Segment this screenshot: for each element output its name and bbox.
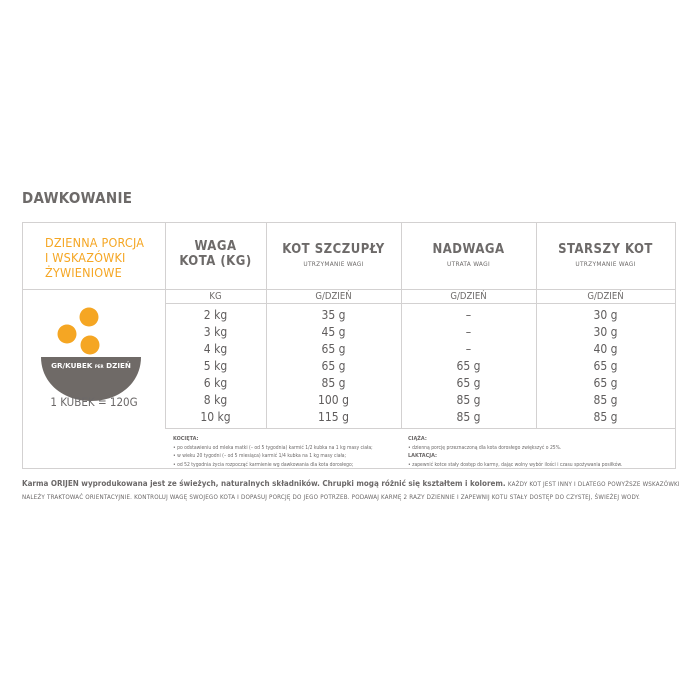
intro-title: DZIENNA PORCJA I WSKAZÓWKI ŻYWIENIOWE <box>45 235 145 280</box>
cell-overweight: – <box>465 325 472 339</box>
column-header-senior: STARSZY KOT <box>558 242 653 257</box>
cell-overweight: – <box>465 342 472 356</box>
column-header-weight: WAGA KOTA (KG) <box>179 239 252 269</box>
cell-senior: 30 g <box>593 325 618 339</box>
cell-senior: 65 g <box>593 359 618 373</box>
page-heading: DAWKOWANIE <box>22 189 133 207</box>
cell-overweight: 85 g <box>456 393 481 407</box>
column-subheader-slim: UTRZYMANIE WAGI <box>303 260 364 268</box>
cell-slim: 100 g <box>318 393 349 407</box>
cell-weight: 6 kg <box>203 376 228 390</box>
cell-weight: 4 kg <box>203 342 228 356</box>
cell-weight: 5 kg <box>203 359 228 373</box>
cell-senior: 65 g <box>593 376 618 390</box>
cell-weight: 8 kg <box>203 393 228 407</box>
bowl-icon <box>37 303 147 403</box>
notes-pregnancy: CIĄŻA: • dzienną porcję przeznaczoną dla kota dorosłego zwiększyć o 25%. LAKTACJA: • zapewnić kotce stały dostęp do karmy, dając wolny wybór ilości i czasu spożywania posiłków. <box>408 436 623 468</box>
bowl-illustration <box>37 303 147 403</box>
cell-overweight: 85 g <box>456 410 481 424</box>
column-subheader-overweight: UTRATA WAGI <box>447 260 490 268</box>
cell-senior: 30 g <box>593 308 618 322</box>
unit-slim: G/DZIEŃ <box>315 291 352 302</box>
cell-senior: 85 g <box>593 410 618 424</box>
unit-weight: KG <box>209 291 222 302</box>
footer-lead: Karma ORIJEN wyprodukowana jest ze świeżych, naturalnych składników. Chrupki mogą różnić się kształtem i kolorem. <box>22 479 506 488</box>
cell-slim: 45 g <box>321 325 346 339</box>
cell-weight: 2 kg <box>203 308 228 322</box>
cell-overweight: 65 g <box>456 359 481 373</box>
footer-text <box>22 478 682 503</box>
notes-kittens: KOCIĘTA: • po odstawieniu od mleka matki (– od 5 tygodnia) karmić 1/2 kubka na 1 kg masy ciała; • w wieku 20 tygodni (– od 5 miesiąca) karmić 1/4 kubka na 1 kg masy ciała; • od 52 tygodnia życia rozpocząć karmienie wg dawkowania dla kota dorosłego; <box>173 436 373 468</box>
cell-senior: 85 g <box>593 393 618 407</box>
cell-slim: 115 g <box>318 410 349 424</box>
cell-weight: 10 kg <box>200 410 231 424</box>
column-subheader-senior: UTRZYMANIE WAGI <box>575 260 636 268</box>
cell-weight: 3 kg <box>203 325 228 339</box>
cell-senior: 40 g <box>593 342 618 356</box>
cell-overweight: – <box>465 308 472 322</box>
column-header-overweight: NADWAGA <box>432 242 505 257</box>
unit-overweight: G/DZIEŃ <box>450 291 487 302</box>
cell-slim: 85 g <box>321 376 346 390</box>
dosage-table <box>22 222 676 469</box>
cell-slim: 35 g <box>321 308 346 322</box>
unit-senior: G/DZIEŃ <box>587 291 624 302</box>
cell-slim: 65 g <box>321 359 346 373</box>
cup-conversion: 1 KUBEK = 120G <box>50 395 138 409</box>
footer-caps: KAŻDY KOT JEST INNY I DLATEGO POWYŻSZE WSKAZÓWKI NALEŻY TRAKTOWAĆ ORIENTACYJNIE. KONTROLUJ WAGĘ SWOJEGO KOTA I DOPASUJ PORCJĘ DO JEGO POTRZEB. PODAWAJ KARMĘ 2 RAZY DZIENNIE I ZAPEWNIJ KOTU STAŁY DOSTĘP DO CZYSTEJ, ŚWIEŻEJ WODY. <box>22 481 680 501</box>
column-header-slim: KOT SZCZUPŁY <box>282 242 385 257</box>
cell-slim: 65 g <box>321 342 346 356</box>
bowl-label: GR/KUBEK PER DZIEŃ <box>51 361 131 370</box>
cell-overweight: 65 g <box>456 376 481 390</box>
